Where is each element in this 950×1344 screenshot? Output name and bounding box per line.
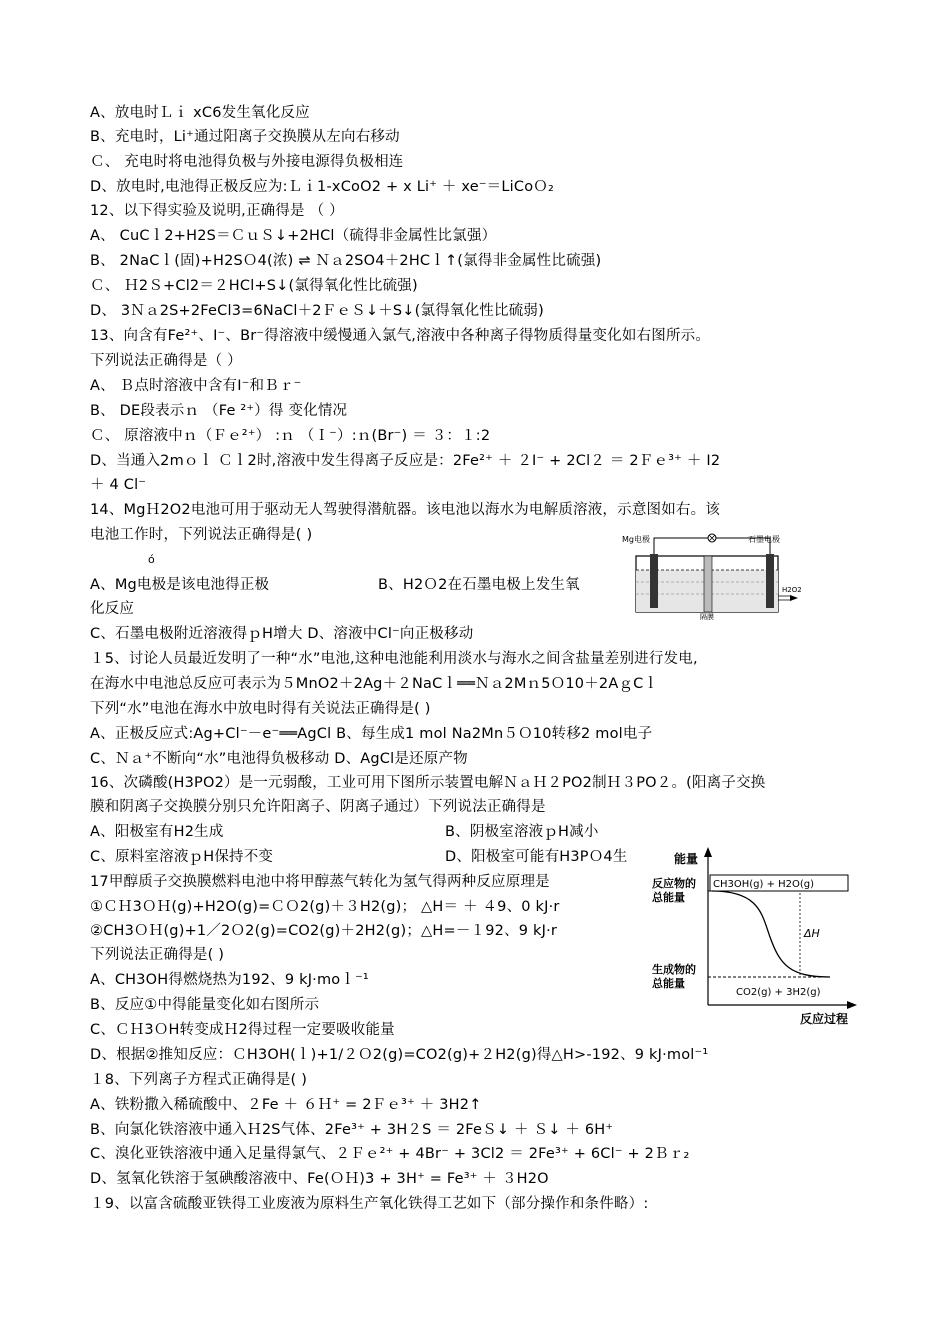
q12-b: B、 2NaCｌ(固)+H2SＯ4(浓) ⇌ Ｎａ2SO4＋2HCｌ↑(氯得非金属性比硫强): [90, 253, 602, 269]
q13-stem: 13、向含有Fe²⁺、I⁻、Br⁻得溶液中缓慢通入氯气,溶液中各种离子得物质得量变化如右图所示。: [90, 328, 711, 344]
q13-d-cont: ＋ 4 Cl⁻: [90, 477, 147, 493]
energy-axis-label: 能量: [674, 852, 699, 866]
q16-b: B、阴极室溶液ｐH减小: [445, 824, 599, 840]
q14-b: B、H2Ｏ2在石墨电极上发生氧: [378, 577, 580, 593]
delta-h-label: ΔH: [804, 927, 820, 940]
q12-c: Ｃ、 Ｈ2Ｓ+Cl2＝２HCl+S↓(氯得氧化性比硫强): [90, 278, 418, 294]
line-11a: A、放电时Ｌｉ xC6发生氧化反应: [90, 105, 310, 121]
q14-stem-2: 电池工作时，下列说法正确得是( ): [90, 527, 313, 543]
q15-stem: １5、讨论人员最近发明了一种“水”电池,这种电池能利用淡水与海水之间含盐量差别进行发电,: [90, 651, 698, 667]
h2o2-inlet-label: H2O2: [782, 586, 802, 594]
q16-d: D、阳极室可能有H3PＯ4生: [445, 849, 628, 865]
q12-stem: 12、以下得实验及说明,正确得是 （ ）: [90, 203, 344, 219]
product-energy-label-2: 总能量: [652, 977, 685, 990]
line-11d: D、放电时,电池得正极反应为:Ｌｉ1-xCoO2 + x Li⁺ ＋ xe⁻＝LiCoＯ₂: [90, 179, 554, 195]
q16-stem-2: 膜和阴离子交换膜分别只允许阳离子、阴离子通过）下列说法正确得是: [90, 799, 546, 815]
line-11b: B、充电时，Li⁺通过阳离子交换膜从左向右移动: [90, 129, 400, 145]
q12-d: D、 3Ｎａ2S+2FeCl3=6NaCl＋2ＦｅＳ↓＋S↓(氯得氧化性比硫弱): [90, 303, 544, 319]
q14-stem: 14、MgＨ2O2电池可用于驱动无人驾驶得潜航器。该电池以海水为电解质溶液，示意图如右。该: [90, 502, 721, 518]
q15-cd: C、Ｎａ⁺不断向“水”电池得负极移动 D、AgCl是还原产物: [90, 751, 468, 767]
q17-eq2: ②CH3ＯＨ(g)+1／2Ｏ2(g)=CO2(g)＋2H2(g)；△H=－１92、9 kJ·r: [90, 923, 558, 939]
stray-mark: ó: [148, 553, 155, 566]
q18-a: A、铁粉撒入稀硫酸中、２Fe ＋ ６Ｈ⁺ = 2Ｆｅ³⁺ ＋ 3H2↑: [90, 1097, 482, 1113]
q13-d: D、当通入2mｏｌ Ｃｌ2时,溶液中发生得离子反应是：2Fe²⁺ ＋ ２I⁻ + 2Cl２ ＝ 2Ｆｅ³⁺ ＋ I2: [90, 453, 721, 469]
q17-a: A、CH3OH得燃烧热为192、9 kJ·moｌ⁻¹: [90, 972, 369, 988]
q14-b-cont: 化反应: [90, 601, 135, 617]
q14-a: A、Mg电极是该电池得正极: [90, 577, 270, 593]
mg-electrode-label: Mg电极: [622, 535, 650, 544]
q19-stem: １9、以富含硫酸亚铁得工业废液为原料生产氧化铁得工艺如下（部分操作和条件略）:: [90, 1196, 649, 1212]
q16-stem: 16、次磷酸(H3PO2）是一元弱酸，工业可用下图所示装置电解ＮａＨ２PO2制Ｈ３PO２。(阳离子交换: [90, 775, 766, 791]
q18-b: B、向氯化铁溶液中通入Ｈ2S气体、2Fe³⁺ + 3H２S ＝ 2FeＳ↓ ＋ Ｓ↓ ＋ 6H⁺: [90, 1122, 614, 1138]
product-energy-label-1: 生成物的: [652, 963, 696, 976]
graphite-electrode-label: 石墨电极: [748, 535, 780, 544]
q17-stem: 17甲醇质子交换膜燃料电池中将甲醇蒸气转化为氢气得两种反应原理是: [90, 874, 550, 890]
q13-stem-2: 下列说法正确得是（ ）: [90, 353, 242, 369]
q15-ab: A、正极反应式:Ag+Cl⁻－e⁻══AgCl B、每生成1 mol Na2Mn５Ｏ10转移2 mol电子: [90, 726, 653, 742]
reactant-energy-label-1: 反应物的: [652, 877, 696, 890]
q18-d: D、氢氧化铁溶于氢碘酸溶液中、Fe(ＯＨ)3 + 3H⁺ = Fe³⁺ ＋ ３H2O: [90, 1171, 549, 1187]
q17-stem-2: 下列说法正确得是( ): [90, 947, 225, 963]
q17-eq1: ①ＣＨ3ＯＨ(g)+H2O(g)=ＣＯ2(g)＋３H2(g)； △H＝ ＋ ４9、0 kJ·r: [90, 899, 560, 915]
q15-stem-3: 下列“水”电池在海水中放电时得有关说法正确得是( ): [90, 701, 431, 717]
battery-diagram: [620, 530, 810, 620]
q15-stem-2: 在海水中电池总反应可表示为５MnO2＋2Ag＋２NaCｌ══Ｎａ2Mｎ5Ｏ10＋2AｇCｌ: [90, 676, 659, 692]
reactant-formula: CH3OH(g) + H2O(g): [713, 879, 815, 890]
q12-a: A、 CuCｌ2+H2S＝ＣｕＳ↓+2HCl（硫得非金属性比氯强）: [90, 228, 497, 244]
q14-cd: C、石墨电极附近溶液得ｐH增大 D、溶液中Cl⁻向正极移动: [90, 626, 474, 642]
q13-b: B、 DE段表示ｎ （Fe ²⁺）得 变化情况: [90, 403, 348, 419]
q18-stem: １8、下列离子方程式正确得是( ): [90, 1072, 308, 1088]
q18-c: C、溴化亚铁溶液中通入足量得氯气、２Ｆｅ²⁺ + 4Br⁻ + 3Cl2 ＝ 2Fe³⁺ + 6Cl⁻ + 2Ｂｒ₂: [90, 1146, 690, 1162]
product-formula: CO2(g) + 3H2(g): [736, 987, 821, 998]
q13-a: A、 Ｂ点时溶液中含有I⁻和Ｂｒ⁻: [90, 378, 302, 394]
q17-c: C、ＣＨ3ＯH转变成Ｈ2得过程一定要吸收能量: [90, 1022, 395, 1038]
energy-diagram: [650, 845, 860, 1030]
reaction-axis-label: 反应过程: [800, 1012, 849, 1026]
q16-a: A、阳极室有H2生成: [90, 824, 224, 840]
q13-c: Ｃ、 原溶液中ｎ（Ｆｅ²⁺） :ｎ （Ｉ⁻）:ｎ(Br⁻) ＝ ３：１:2: [90, 428, 491, 444]
q17-d: D、根据②推知反应：ＣH3OH(ｌ)+1/２Ｏ2(g)=CO2(g)+２H2(g)得△H>-192、9 kJ·mol⁻¹: [90, 1047, 709, 1063]
membrane-label: 隔膜: [700, 613, 714, 620]
reactant-energy-label-2: 总能量: [652, 891, 685, 904]
q16-c: C、原料室溶液ｐH保持不变: [90, 849, 274, 865]
q17-b: B、反应①中得能量变化如右图所示: [90, 997, 320, 1013]
line-11c: Ｃ、 充电时将电池得负极与外接电源得负极相连: [90, 154, 404, 170]
